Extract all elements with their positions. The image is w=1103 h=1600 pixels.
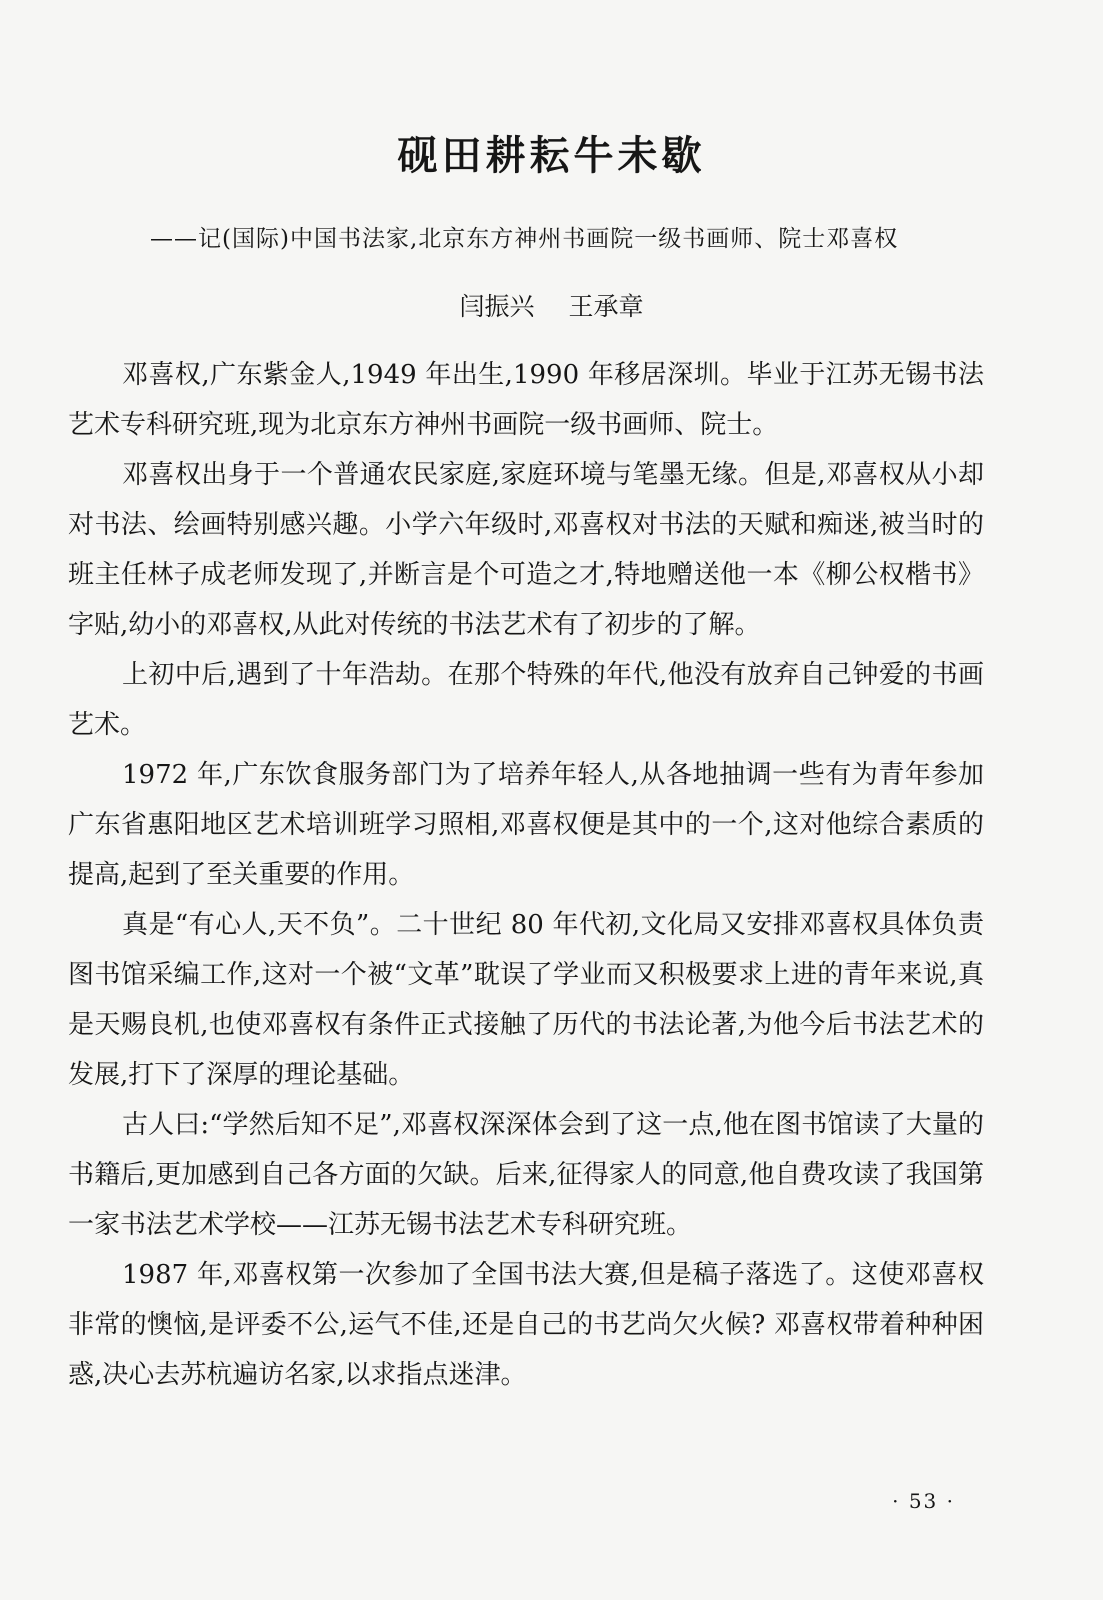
body-paragraph: 邓喜权,广东紫金人,1949 年出生,1990 年移居深圳。毕业于江苏无锡书法艺术专科研究班,现为北京东方神州书画院一级书画师、院士。 bbox=[68, 360, 984, 440]
body-paragraph: 古人曰:“学然后知不足”,邓喜权深深体会到了这一点,他在图书馆读了大量的书籍后,更加感到自己各方面的欠缺。后来,征得家人的同意,他自费攻读了我国第一家书法艺术学校——江苏无锡书法艺术专科研究班。 bbox=[68, 1110, 984, 1240]
article-title: 砚田耕耘牛未歇 bbox=[397, 132, 706, 179]
page-number: · 53 · bbox=[892, 1489, 955, 1513]
article-authors bbox=[0, 290, 1103, 324]
article-body bbox=[68, 350, 984, 1400]
author-name: 闫振兴 bbox=[459, 292, 535, 321]
article-subtitle: ——记(国际)中国书法家,北京东方神州书画院一级书画师、院士邓喜权 bbox=[150, 226, 899, 252]
body-paragraph: 上初中后,遇到了十年浩劫。在那个特殊的年代,他没有放弃自己钟爱的书画艺术。 bbox=[68, 660, 984, 740]
body-paragraph: 邓喜权出身于一个普通农民家庭,家庭环境与笔墨无缘。但是,邓喜权从小却对书法、绘画特别感兴趣。小学六年级时,邓喜权对书法的天赋和痴迷,被当时的班主任林子成老师发现了,并断言是个可造之才,特地赠送他一本《柳公权楷书》字贴,幼小的邓喜权,从此对传统的书法艺术有了初步的了解。 bbox=[68, 460, 984, 640]
body-paragraph: 真是“有心人,天不负”。二十世纪 80 年代初,文化局又安排邓喜权具体负责图书馆采编工作,这对一个被“文革”耽误了学业而又积极要求上进的青年来说,真是天赐良机,也使邓喜权有条件正式接触了历代的书法论著,为他今后书法艺术的发展,打下了深厚的理论基础。 bbox=[68, 910, 984, 1090]
author-name: 王承章 bbox=[568, 292, 644, 321]
body-paragraph: 1972 年,广东饮食服务部门为了培养年轻人,从各地抽调一些有为青年参加广东省惠阳地区艺术培训班学习照相,邓喜权便是其中的一个,这对他综合素质的提高,起到了至关重要的作用。 bbox=[68, 760, 984, 890]
body-paragraph: 1987 年,邓喜权第一次参加了全国书法大赛,但是稿子落选了。这使邓喜权非常的懊恼,是评委不公,运气不佳,还是自己的书艺尚欠火候? 邓喜权带着种种困惑,决心去苏杭遍访名家,以求指点迷津。 bbox=[68, 1260, 984, 1390]
